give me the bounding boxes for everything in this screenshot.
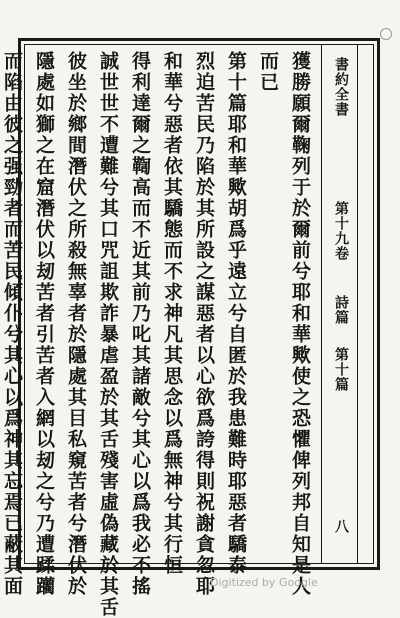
center-rule-left: [321, 45, 322, 563]
text-column: 誠世世不遭難兮其口咒詛欺詐暴虐盈於其舌殘害虛偽藏於其舌: [97, 51, 119, 618]
google-watermark: Digitized by Google: [210, 576, 318, 589]
text-column: 而陷由彼之强勁者而苦民傾仆兮其心以爲神其忘焉已蔽其面: [1, 51, 23, 597]
page-number: 八: [333, 519, 349, 534]
text-column: 獲勝願爾鞠列于於爾前兮耶和華歟使之恐懼俾列邦自知是人: [289, 51, 311, 597]
center-column: [323, 51, 357, 563]
book-title: 書約全書: [333, 57, 349, 117]
text-column: 得利達爾之鞫高而不近其前乃叱其諸敵兮其心以爲我必不搖: [129, 51, 151, 597]
chapter-label: 第十篇: [333, 347, 349, 392]
text-column: 而已: [257, 51, 279, 93]
section-label: 詩篇: [333, 295, 349, 325]
text-column: 第十篇耶和華歟胡爲乎遠立兮自匿於我患難時耶惡者驕泰: [225, 51, 247, 576]
volume-label: 第十九卷: [333, 201, 349, 261]
text-column: 烈迫苦民乃陷於其所設之謀惡者以心欲爲誇得則祝謝貪忽耶: [193, 51, 215, 597]
center-rule-right: [357, 45, 358, 563]
edge-hole-mark: [380, 28, 392, 40]
text-column: 隱處如獅之在窟潛伏以刼苦者引苦者入網以刼之兮乃遭蹂躪: [33, 51, 55, 597]
text-column: 和華兮惡者依其驕態而不求神凡其思念以爲無神兮其行恒: [161, 51, 183, 576]
text-column: 彼坐於鄉間潛伏之所殺無辜者於隱處其目私窺苦者兮潛伏於: [65, 51, 87, 597]
